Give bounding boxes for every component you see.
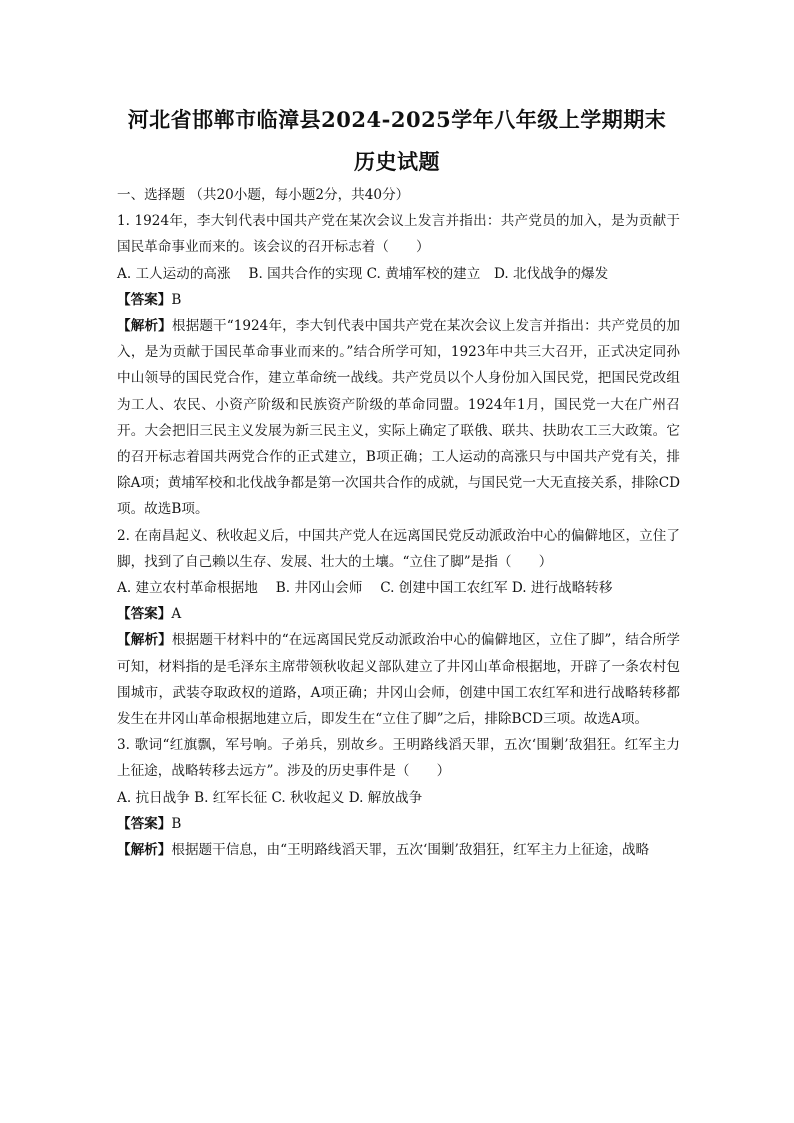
section-heading: 一、选择题 （共20小题，每小题2分，共40分） — [117, 187, 410, 203]
answer-line — [117, 811, 680, 837]
analysis-label: 【解析】 — [117, 632, 172, 649]
answer-value: B — [171, 815, 182, 832]
question-options: A. 工人运动的高涨 B. 国共合作的实现 C. 黄埔军校的建立 D. 北伐战争的爆发 — [117, 265, 609, 282]
question-options: A. 抗日战争 B. 红军长征 C. 秋收起义 D. 解放战争 — [117, 789, 423, 806]
analysis-text: 根据题干信息，由“王明路线滔天罪，五次‘围剿’敌猖狂，红军主力上征途，战略 — [171, 842, 650, 859]
analysis-paragraph — [117, 837, 680, 863]
document-title: 河北省邯郸市临漳县2024-2025学年八年级上学期期末 — [127, 107, 667, 132]
analysis-label: 【解析】 — [117, 318, 172, 335]
answer-label: 【答案】 — [117, 291, 172, 308]
analysis-text: 根据题干“1924年，李大钊代表中国共产党在某次会议上发言并指出：共产党员的加入，是为贡献于国民革命事业而来的。”结合所学可知，1923年中共三大召开，正式决定同孙中山领导的国民党合作，建立革命统一战线。共产党员以个人身份加入国民党，把国民党改组为工人、农民、小资产阶级和民族资产阶级的革命同盟。1924年1月，国民党一大在广州召开。大会把旧三民主义发展为新三民主义，实际上确定了联俄、联共、扶助农工三大政策。它的召开标志着国共两党合作的正式建立，B项正确；工人运动的高涨只与中国共产党有关，排除A项；黄埔军校和北伐战争都是第一次国共合作的成就，与国民党一大无直接关系，排除CD项。故选B项。 — [117, 318, 680, 518]
answer-value: B — [171, 291, 182, 308]
analysis-paragraph — [117, 627, 680, 732]
analysis-label: 【解析】 — [117, 842, 172, 859]
analysis-text: 根据题干材料中的“在远离国民党反动派政治中心的偏僻地区，立住了脚”，结合所学可知，材料指的是毛泽东主席带领秋收起义部队建立了井冈山革命根据地，开辟了一条农村包围城市，武装夺取政权的道路，A项正确；井冈山会师，创建中国工农红军和进行战略转移都发生在井冈山革命根据地建立后，即发生在“立住了脚”之后，排除BCD三项。故选A项。 — [117, 632, 680, 728]
question-stem: 3. 歌词“红旗飘，军号响。子弟兵，别故乡。王明路线滔天罪，五次‘围剿’敌猖狂。红军主力上征途，战略转移去远方”。涉及的历史事件是（ ） — [117, 737, 680, 780]
document-body — [117, 182, 680, 863]
document-subtitle: 历史试题 — [354, 149, 440, 174]
question-stem: 1. 1924年，李大钊代表中国共产党在某次会议上发言并指出：共产党员的加入，是为贡献于国民革命事业而来的。该会议的召开标志着（ ） — [117, 213, 680, 256]
question-stem: 2. 在南昌起义、秋收起义后，中国共产党人在远离国民党反动派政治中心的偏僻地区，立住了脚，找到了自己赖以生存、发展、壮大的土壤。“立住了脚”是指（ ） — [117, 527, 680, 570]
answer-label: 【答案】 — [117, 815, 172, 832]
analysis-paragraph — [117, 313, 680, 523]
question-options: A. 建立农村革命根据地 B. 井冈山会师 C. 创建中国工农红军 D. 进行战略转移 — [117, 580, 613, 597]
answer-label: 【答案】 — [117, 606, 172, 623]
answer-value: A — [171, 606, 182, 623]
answer-line — [117, 287, 680, 313]
answer-line — [117, 601, 680, 627]
